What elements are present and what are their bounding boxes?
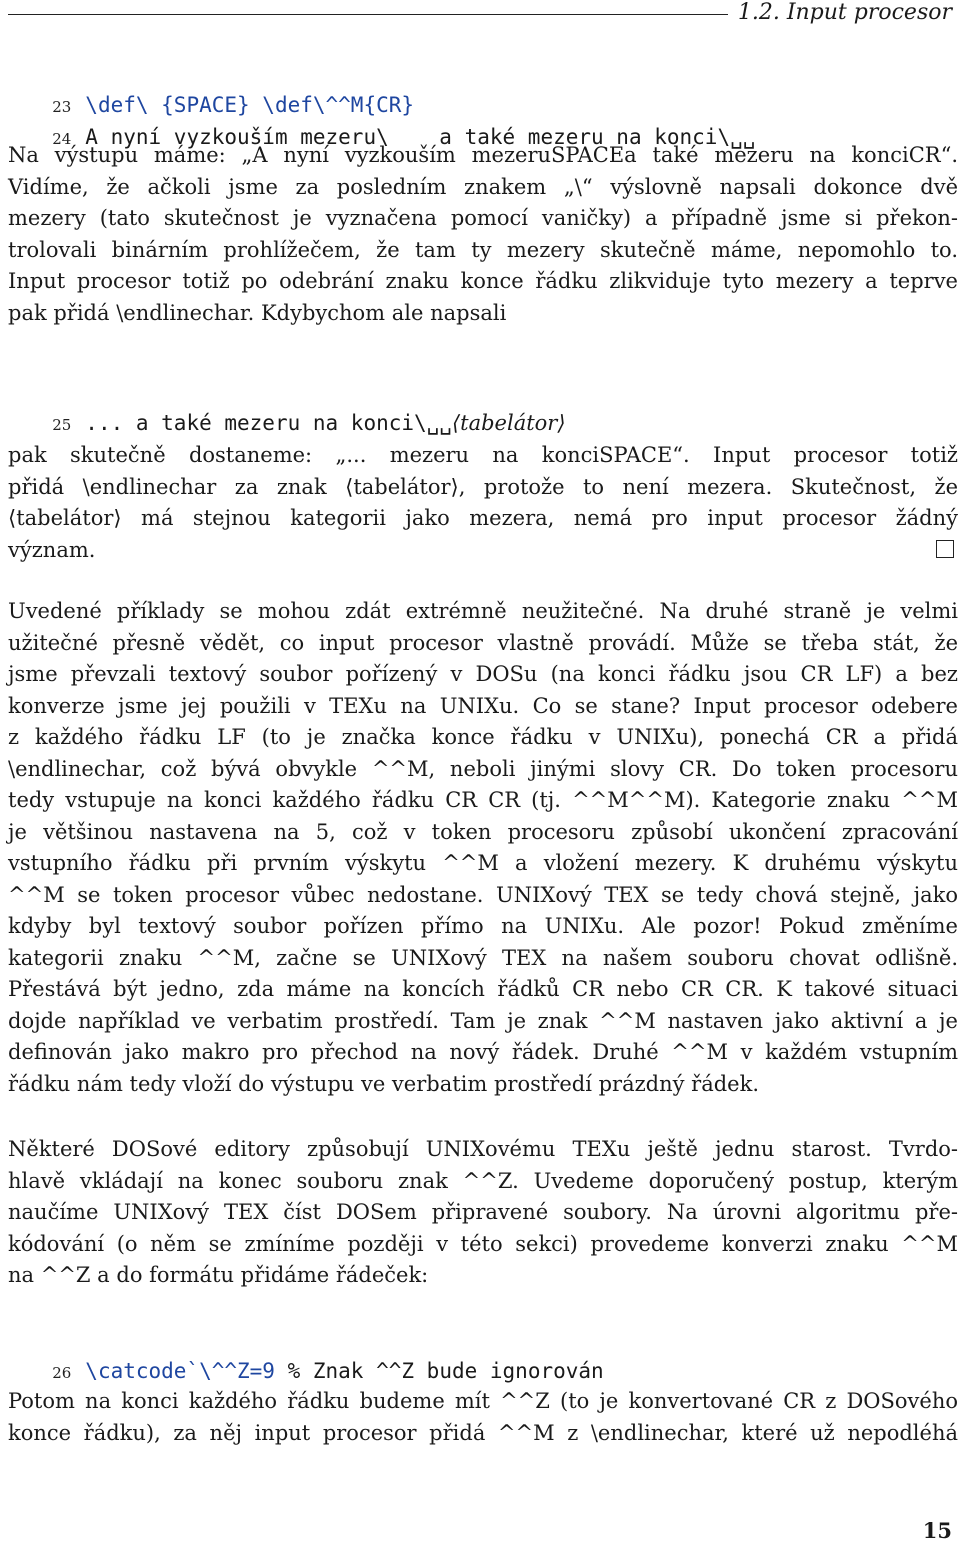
text-line: tedy vstupuje na konci každého řádku CR CR (tj. ^^M^^M). Kategorie znaku ^^M xyxy=(8,788,958,812)
text-line: kategorii znaku ^^M, začne se UNIXový TEX na našem souboru chovat odlišně. xyxy=(8,945,958,970)
line-number: 23 xyxy=(52,98,72,116)
text-line: konverze jsme jej použili v TEXu na UNIXu. Co se stane? Input procesor odebere xyxy=(8,693,958,718)
code-text-command: \catcode`\^^Z=9 xyxy=(85,1359,275,1383)
text-line: vstupního řádku při prvním výskytu ^^M a vložení mezery. K druhému výskytu xyxy=(8,851,958,875)
running-header xyxy=(0,0,960,32)
text-line: pak skutečně dostaneme: „... mezeru na konciSPACE“. Input procesor totiž xyxy=(8,443,958,467)
page-number: 15 xyxy=(922,1518,952,1543)
code-line-25 xyxy=(0,378,566,440)
paragraph-5 xyxy=(8,1386,958,1449)
line-number: 25 xyxy=(52,416,72,434)
text-line: Některé DOSové editory způsobují UNIXovému TEXu ještě jednu starost. Tvrdo- xyxy=(8,1137,958,1161)
line-number: 26 xyxy=(52,1364,72,1382)
code-text: ... a také mezeru na konci\␣␣ xyxy=(85,411,452,435)
text-line: definován jako makro pro přechod na nový řádek. Druhé ^^M v každém vstupním xyxy=(8,1040,958,1064)
text-line: z každého řádku LF (to je značka konce řádku v UNIXu), ponechá CR a přidá xyxy=(8,725,958,749)
paragraph-2 xyxy=(8,440,958,566)
text-line: Uvedené příklady se mohou zdát extrémně neužitečné. Na druhé straně je velmi xyxy=(8,599,958,623)
line-number: 24 xyxy=(52,130,72,148)
text-line: Na výstupu máme: „A nyní vyzkouším mezeruSPACEa také mezeru na konciCR“. xyxy=(8,143,958,167)
text-line: je většinou nastavena na 5, což v token procesoru způsobí ukončení zpracování xyxy=(8,819,958,844)
text-line: význam. xyxy=(8,537,96,562)
text-line: konce řádku), za něj input procesor přidá ^^M z \endlinechar, které už nepodléhá xyxy=(8,1420,958,1445)
paragraph-1 xyxy=(8,140,958,329)
text-line: ^^M se token procesor vůbec nedostane. UNIXový TEX se tedy chová stejně, jako xyxy=(8,882,958,907)
text-line: dojde například ve verbatim prostředí. Tam je znak ^^M nastaven jako aktivní a je xyxy=(8,1008,958,1033)
paragraph-3 xyxy=(8,596,958,1100)
text-line: řádku nám tedy vloží do výstupu ve verbatim prostředí prázdný řádek. xyxy=(8,1071,760,1096)
text-line: užitečné přesně vědět, co input procesor vlastně provádí. Může se třeba stát, že xyxy=(8,630,958,655)
code-text-comment: % Znak ^^Z bude ignorován xyxy=(274,1359,604,1383)
text-line: mezery (tato skutečnost je vyznačena pomocí vaničky) a případně jsme si překon- xyxy=(8,206,958,230)
text-line: na ^^Z a do formátu přidáme řádeček: xyxy=(8,1263,429,1287)
text-line: kdyby byl textový soubor pořízen přímo na UNIXu. Ale pozor! Pokud změníme xyxy=(8,914,958,938)
text-line: pak přidá \endlinechar. Kdybychom ale napsali xyxy=(8,300,507,325)
code-text: \def\ {SPACE} \def\^^M{CR} xyxy=(85,93,415,117)
text-line: přidá \endlinechar za znak ⟨tabelátor⟩, protože to není mezera. Skutečnost, že xyxy=(8,474,958,499)
text-line: Input procesor totiž po odebrání znaku konce řádku zlikviduje tyto mezery a teprve xyxy=(8,269,958,293)
text-line: naučíme UNIXový TEX číst DOSem připravené soubory. Na úrovni algoritmu pře- xyxy=(8,1200,958,1224)
text-line: jsme převzali textový soubor pořízený v DOSu (na konci řádku jsou CR LF) a bez xyxy=(8,662,958,686)
text-line: trolovali binárním prohlížečem, že tam ty mezery skutečně máme, nepomohlo to. xyxy=(8,237,958,262)
paragraph-4 xyxy=(8,1134,958,1292)
text-line: Vidíme, že ačkoli jsme za posledním znakem „\“ výslovně napsali dokonce dvě xyxy=(8,174,958,199)
text-line: \endlinechar, což bývá obvykle ^^M, neboli jinými slovy CR. Do token procesoru xyxy=(8,756,958,781)
tabulator-symbol: ⟨tabelátor⟩ xyxy=(451,411,566,435)
code-line-26 xyxy=(0,1326,604,1388)
running-title: 1.2. Input procesor xyxy=(737,0,952,25)
text-line: ⟨tabelátor⟩ má stejnou kategorii jako mezera, nemá pro input procesor žádný xyxy=(8,506,958,530)
code-text: A nyní vyzkouším mezeru\ a také mezeru na konci\␣␣ xyxy=(85,125,756,149)
qed-box-icon xyxy=(936,540,954,558)
text-line: Potom na konci každého řádku budeme mít ^^Z (to je konvertované CR z DOSového xyxy=(8,1389,958,1413)
text-line: hlavě vkládají na konec souboru znak ^^Z. Uvedeme doporučený postup, kterým xyxy=(8,1168,958,1193)
text-line: kódování (o něm se zmíníme později v této sekci) provedeme konverzi znaku ^^M xyxy=(8,1231,958,1256)
text-line: Přestává být jedno, zda máme na koncích řádků CR nebo CR CR. K takové situaci xyxy=(8,977,958,1001)
header-rule xyxy=(8,14,728,15)
